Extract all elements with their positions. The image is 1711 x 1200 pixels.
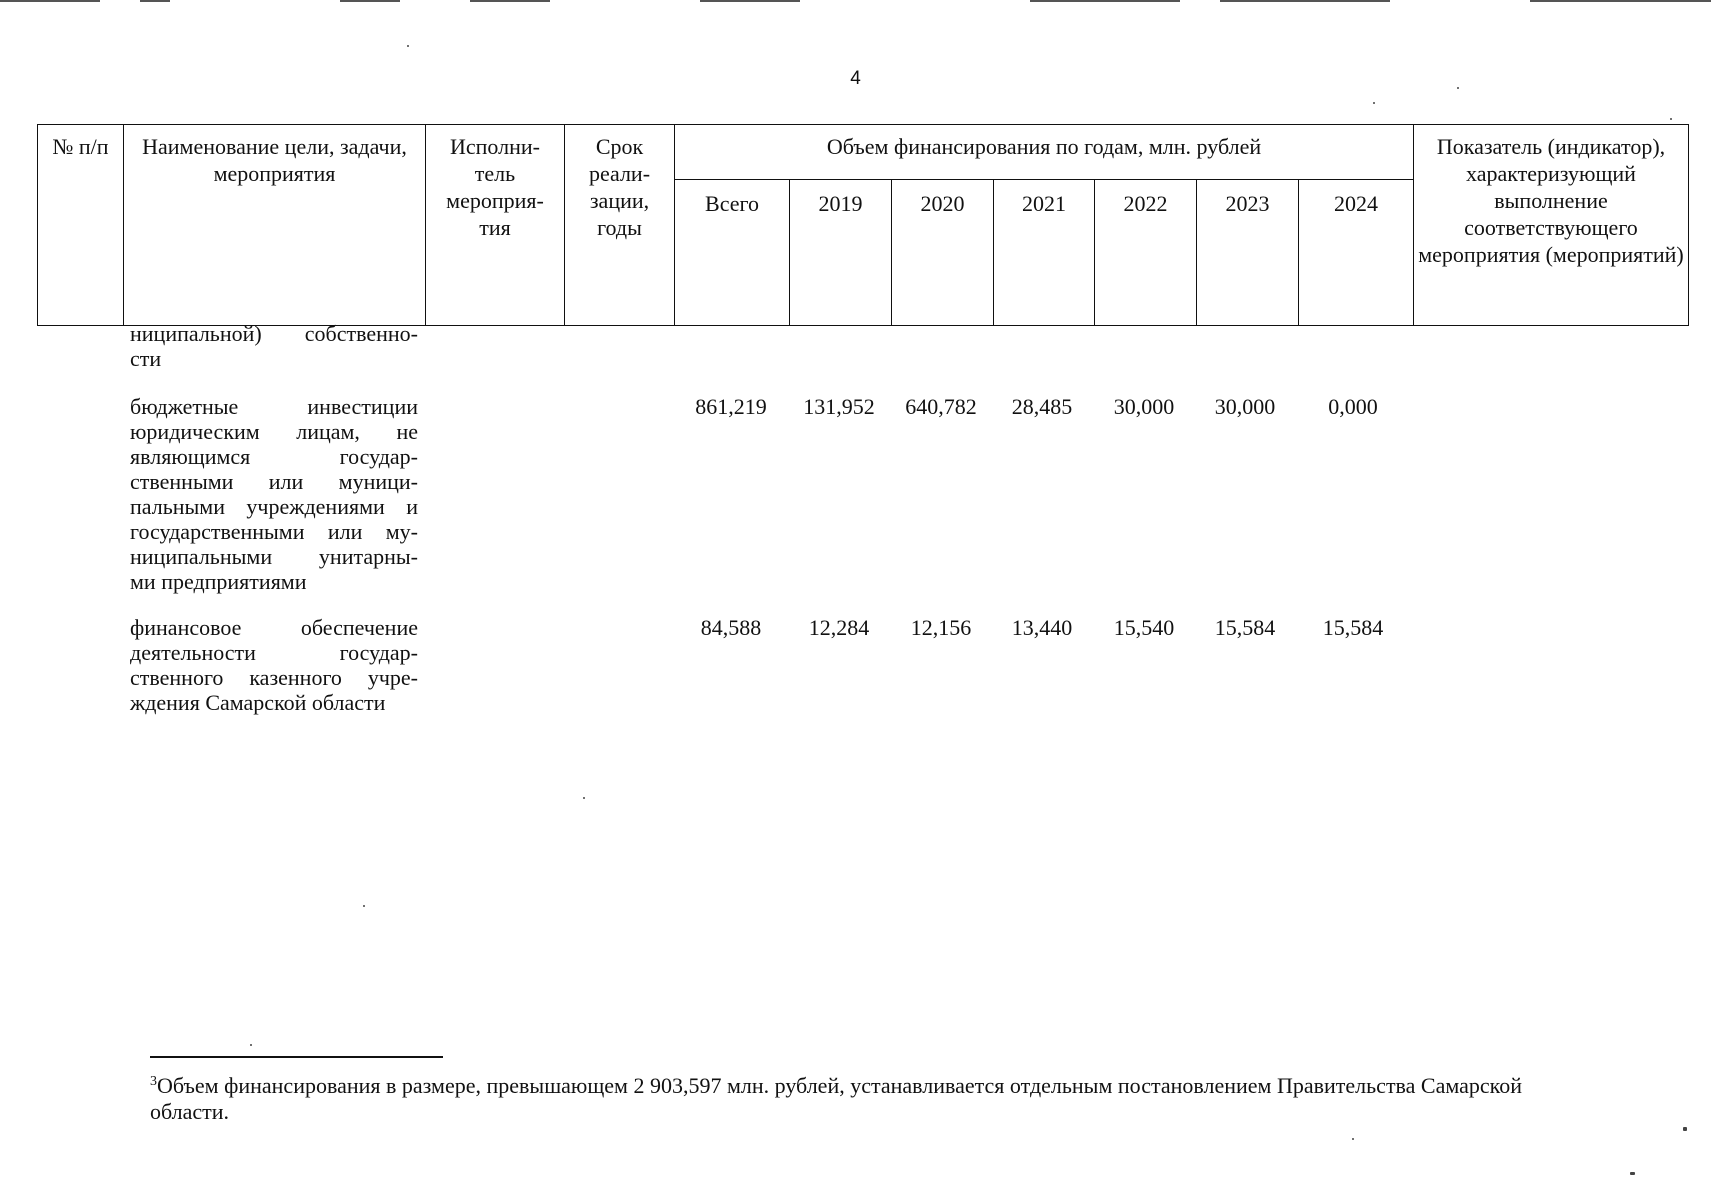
scan-line (140, 0, 170, 2)
cell-year-value: 15,584 (1322, 615, 1384, 640)
cell-year-value: 30,000 (1214, 394, 1276, 419)
cell-year-value: 15,540 (1113, 615, 1175, 640)
cell-year-value: 30,000 (1113, 394, 1175, 419)
cell-total: 861,219 (695, 394, 767, 419)
scan-line (0, 0, 100, 2)
cell-year-value: 28,485 (1011, 394, 1073, 419)
col-year-header: 2019 (790, 180, 892, 326)
col-year-header: 2021 (994, 180, 1095, 326)
col-name-header: Наименование цели, задачи, мероприятия (124, 125, 426, 326)
row-name (130, 394, 418, 594)
scan-line (700, 0, 800, 2)
footnote (150, 1069, 1600, 1125)
cell-year-value: 12,156 (910, 615, 972, 640)
col-year-header: 2024 (1299, 180, 1414, 326)
scan-speck (1670, 118, 1672, 120)
cell-year-value: 131,952 (803, 394, 875, 419)
scan-speck (1352, 1138, 1354, 1140)
cell-year-value: 12,284 (808, 615, 870, 640)
name-line: ждения Самарской области (130, 690, 386, 715)
scan-speck (407, 45, 409, 47)
footnote-separator (150, 1056, 443, 1058)
cell-total: 84,588 (700, 615, 762, 640)
scan-speck (1373, 102, 1375, 104)
col-executor-header: Исполни- тель мероприя- тия (426, 125, 565, 326)
name-line: ми предприятиями (130, 569, 307, 594)
scan-speck (1630, 1172, 1635, 1175)
col-total-header: Всего (675, 180, 790, 326)
col-number-header: № п/п (38, 125, 124, 326)
name-line: сти (130, 346, 162, 371)
col-year-header: 2023 (1197, 180, 1299, 326)
col-term-header: Срок реали- зации, годы (565, 125, 675, 326)
cell-year-value: 0,000 (1328, 394, 1378, 419)
scan-line (1530, 0, 1711, 2)
col-funding-group-header: Объем финансирования по годам, млн. рублей (675, 125, 1414, 180)
name-line: бюджетные инвестиции (130, 394, 418, 419)
name-line: ственными или муници- (130, 469, 418, 494)
funding-table-header (37, 124, 1689, 326)
name-line: являющимся государ- (130, 444, 418, 469)
name-line: деятельности государ- (130, 640, 418, 665)
name-line: пальными учреждениями и (130, 494, 418, 519)
row-name (130, 615, 418, 715)
col-indicator-header: Показатель (индикатор), характеризующий выполнение соответствующего мероприятия (мероприятий) (1414, 125, 1689, 326)
cell-year-value: 640,782 (905, 394, 977, 419)
cell-year-value: 15,584 (1214, 615, 1276, 640)
name-line: ственного казенного учре- (130, 665, 418, 690)
cell-year-value: 13,440 (1011, 615, 1073, 640)
scan-line (340, 0, 400, 2)
scan-line (1030, 0, 1180, 2)
col-year-header: 2020 (892, 180, 994, 326)
page-number: 4 (850, 68, 861, 89)
scan-line (470, 0, 550, 2)
footnote-text: Объем финансирования в размере, превышающем 2 903,597 млн. рублей, устанавливается отдельным постановлением Правительства Самарской области. (150, 1073, 1522, 1124)
row-name (130, 321, 418, 371)
name-line: государственными или му- (130, 519, 418, 544)
scan-line (1220, 0, 1390, 2)
scan-speck (363, 905, 365, 907)
scan-speck (583, 797, 585, 799)
footnote-marker: 3 (150, 1074, 157, 1089)
name-line: ниципальными унитарны- (130, 544, 418, 569)
name-line: ниципальной) собственно- (130, 321, 418, 346)
col-year-header: 2022 (1095, 180, 1197, 326)
scan-speck (250, 1044, 252, 1046)
name-line: финансовое обеспечение (130, 615, 418, 640)
scan-speck (1683, 1127, 1687, 1131)
name-line: юридическим лицам, не (130, 419, 418, 444)
